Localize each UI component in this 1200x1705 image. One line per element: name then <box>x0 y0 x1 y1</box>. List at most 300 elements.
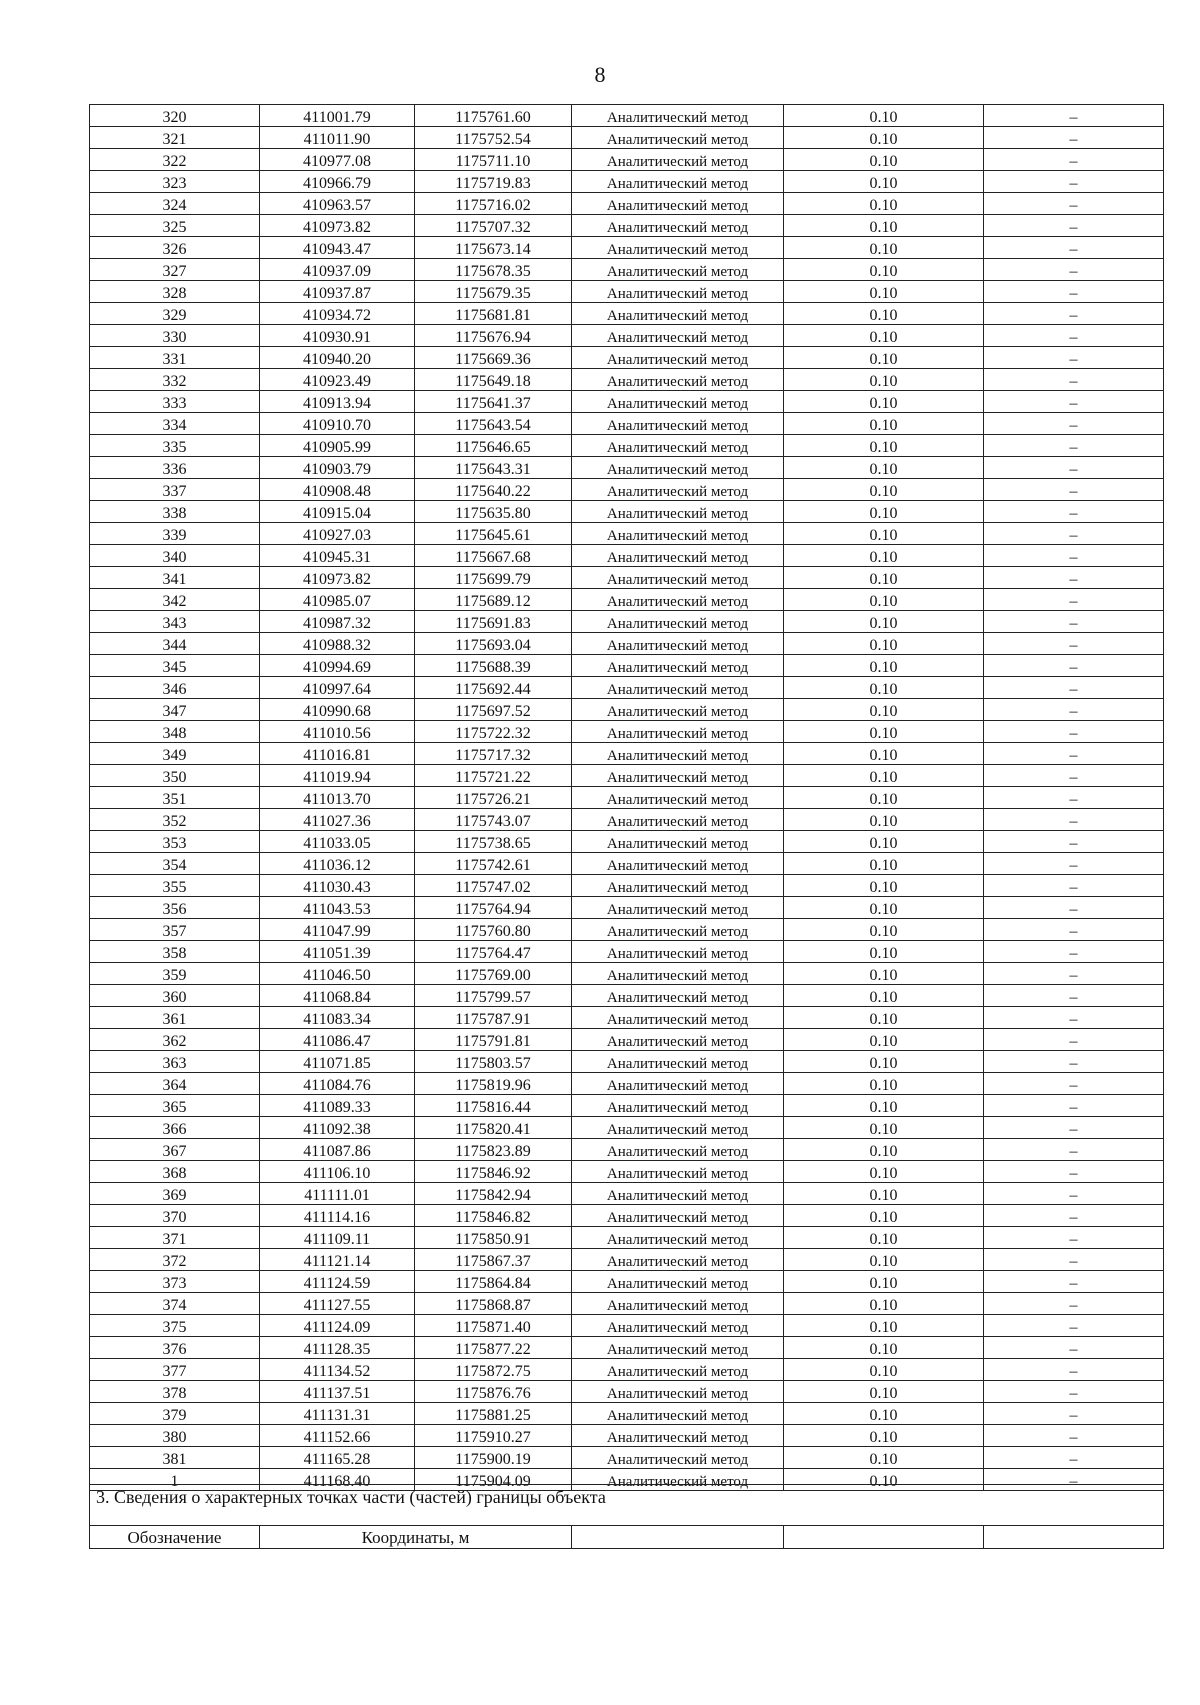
cell-note: – <box>984 1315 1164 1337</box>
table-row <box>90 633 1164 655</box>
table-row <box>90 589 1164 611</box>
cell-coord-y: 1175699.79 <box>415 567 572 589</box>
cell-note: – <box>984 611 1164 633</box>
cell-coord-y: 1175742.61 <box>415 853 572 875</box>
table-row <box>90 127 1164 149</box>
cell-method: Аналитический метод <box>572 369 784 391</box>
cell-coord-y: 1175681.81 <box>415 303 572 325</box>
cell-coord-x: 411111.01 <box>260 1183 415 1205</box>
cell-point-number: 320 <box>90 105 260 127</box>
cell-accuracy: 0.10 <box>784 1249 984 1271</box>
cell-accuracy: 0.10 <box>784 369 984 391</box>
cell-accuracy: 0.10 <box>784 567 984 589</box>
cell-coord-x: 410927.03 <box>260 523 415 545</box>
cell-method: Аналитический метод <box>572 127 784 149</box>
cell-coord-x: 411083.34 <box>260 1007 415 1029</box>
table-row <box>90 875 1164 897</box>
cell-point-number: 367 <box>90 1139 260 1161</box>
cell-method: Аналитический метод <box>572 1337 784 1359</box>
cell-note: – <box>984 1469 1164 1491</box>
cell-accuracy: 0.10 <box>784 589 984 611</box>
cell-coord-x: 411124.09 <box>260 1315 415 1337</box>
cell-accuracy: 0.10 <box>784 149 984 171</box>
cell-method: Аналитический метод <box>572 105 784 127</box>
table-row <box>90 149 1164 171</box>
cell-method: Аналитический метод <box>572 875 784 897</box>
cell-accuracy: 0.10 <box>784 523 984 545</box>
cell-note: – <box>984 743 1164 765</box>
cell-coord-x: 410910.70 <box>260 413 415 435</box>
cell-method: Аналитический метод <box>572 1051 784 1073</box>
coordinates-table-body <box>90 105 1164 1491</box>
cell-coord-x: 410930.91 <box>260 325 415 347</box>
cell-coord-y: 1175743.07 <box>415 809 572 831</box>
cell-note: – <box>984 127 1164 149</box>
cell-coord-x: 410987.32 <box>260 611 415 633</box>
cell-accuracy: 0.10 <box>784 215 984 237</box>
cell-point-number: 366 <box>90 1117 260 1139</box>
cell-coord-x: 410988.32 <box>260 633 415 655</box>
cell-method: Аналитический метод <box>572 281 784 303</box>
cell-method: Аналитический метод <box>572 831 784 853</box>
cell-point-number: 355 <box>90 875 260 897</box>
cell-point-number: 323 <box>90 171 260 193</box>
cell-note: – <box>984 149 1164 171</box>
cell-coord-y: 1175764.47 <box>415 941 572 963</box>
cell-accuracy: 0.10 <box>784 875 984 897</box>
cell-coord-x: 411084.76 <box>260 1073 415 1095</box>
cell-coord-x: 410934.72 <box>260 303 415 325</box>
cell-accuracy: 0.10 <box>784 259 984 281</box>
cell-note: – <box>984 809 1164 831</box>
cell-coord-x: 410945.31 <box>260 545 415 567</box>
cell-accuracy: 0.10 <box>784 1425 984 1447</box>
cell-coord-y: 1175846.82 <box>415 1205 572 1227</box>
cell-point-number: 325 <box>90 215 260 237</box>
table-row <box>90 1359 1164 1381</box>
cell-note: – <box>984 1139 1164 1161</box>
cell-method: Аналитический метод <box>572 1271 784 1293</box>
cell-point-number: 337 <box>90 479 260 501</box>
cell-coord-x: 411068.84 <box>260 985 415 1007</box>
cell-point-number: 327 <box>90 259 260 281</box>
cell-point-number: 333 <box>90 391 260 413</box>
cell-method: Аналитический метод <box>572 413 784 435</box>
cell-note: – <box>984 1073 1164 1095</box>
cell-point-number: 374 <box>90 1293 260 1315</box>
cell-coord-y: 1175881.25 <box>415 1403 572 1425</box>
table-row <box>90 1073 1164 1095</box>
cell-coord-x: 410973.82 <box>260 567 415 589</box>
cell-accuracy: 0.10 <box>784 787 984 809</box>
cell-accuracy: 0.10 <box>784 1315 984 1337</box>
cell-coord-y: 1175693.04 <box>415 633 572 655</box>
cell-accuracy: 0.10 <box>784 545 984 567</box>
cell-coord-y: 1175803.57 <box>415 1051 572 1073</box>
page-number: 8 <box>594 62 606 87</box>
cell-coord-y: 1175641.37 <box>415 391 572 413</box>
cell-method: Аналитический метод <box>572 501 784 523</box>
table-row <box>90 677 1164 699</box>
cell-point-number: 348 <box>90 721 260 743</box>
table-row <box>90 501 1164 523</box>
cell-accuracy: 0.10 <box>784 501 984 523</box>
cell-note: – <box>984 985 1164 1007</box>
cell-coord-y: 1175688.39 <box>415 655 572 677</box>
cell-note: – <box>984 347 1164 369</box>
cell-accuracy: 0.10 <box>784 1139 984 1161</box>
cell-accuracy: 0.10 <box>784 853 984 875</box>
cell-point-number: 372 <box>90 1249 260 1271</box>
cell-note: – <box>984 391 1164 413</box>
cell-note: – <box>984 1117 1164 1139</box>
cell-coord-y: 1175823.89 <box>415 1139 572 1161</box>
cell-coord-x: 411046.50 <box>260 963 415 985</box>
cell-accuracy: 0.10 <box>784 457 984 479</box>
cell-note: – <box>984 1183 1164 1205</box>
cell-accuracy: 0.10 <box>784 1227 984 1249</box>
cell-point-number: 360 <box>90 985 260 1007</box>
cell-method: Аналитический метод <box>572 743 784 765</box>
cell-method: Аналитический метод <box>572 149 784 171</box>
section-3-block <box>89 1484 1163 1549</box>
cell-coord-x: 411121.14 <box>260 1249 415 1271</box>
cell-coord-x: 411137.51 <box>260 1381 415 1403</box>
cell-coord-x: 410977.08 <box>260 149 415 171</box>
cell-accuracy: 0.10 <box>784 963 984 985</box>
table-row <box>90 347 1164 369</box>
cell-point-number: 344 <box>90 633 260 655</box>
header-coordinates: Координаты, м <box>260 1526 572 1549</box>
cell-note: – <box>984 325 1164 347</box>
cell-coord-x: 411010.56 <box>260 721 415 743</box>
cell-point-number: 375 <box>90 1315 260 1337</box>
cell-coord-y: 1175640.22 <box>415 479 572 501</box>
table-row <box>90 171 1164 193</box>
cell-coord-x: 410997.64 <box>260 677 415 699</box>
table-row <box>90 457 1164 479</box>
cell-point-number: 359 <box>90 963 260 985</box>
cell-accuracy: 0.10 <box>784 1073 984 1095</box>
cell-method: Аналитический метод <box>572 193 784 215</box>
cell-point-number: 357 <box>90 919 260 941</box>
cell-note: – <box>984 1403 1164 1425</box>
cell-coord-x: 411043.53 <box>260 897 415 919</box>
cell-note: – <box>984 875 1164 897</box>
cell-coord-x: 411036.12 <box>260 853 415 875</box>
cell-method: Аналитический метод <box>572 1007 784 1029</box>
table-row <box>90 1205 1164 1227</box>
cell-note: – <box>984 699 1164 721</box>
cell-accuracy: 0.10 <box>784 1007 984 1029</box>
cell-method: Аналитический метод <box>572 633 784 655</box>
cell-note: – <box>984 1051 1164 1073</box>
cell-point-number: 346 <box>90 677 260 699</box>
table-row <box>90 369 1164 391</box>
cell-note: – <box>984 919 1164 941</box>
cell-method: Аналитический метод <box>572 259 784 281</box>
cell-accuracy: 0.10 <box>784 699 984 721</box>
cell-point-number: 336 <box>90 457 260 479</box>
cell-coord-y: 1175692.44 <box>415 677 572 699</box>
cell-point-number: 353 <box>90 831 260 853</box>
cell-method: Аналитический метод <box>572 941 784 963</box>
cell-method: Аналитический метод <box>572 1469 784 1491</box>
cell-note: – <box>984 435 1164 457</box>
cell-accuracy: 0.10 <box>784 1205 984 1227</box>
cell-coord-x: 411033.05 <box>260 831 415 853</box>
header-empty-1 <box>572 1526 784 1549</box>
cell-note: – <box>984 1249 1164 1271</box>
cell-note: – <box>984 567 1164 589</box>
table-row <box>90 1007 1164 1029</box>
cell-coord-x: 410908.48 <box>260 479 415 501</box>
cell-method: Аналитический метод <box>572 655 784 677</box>
cell-point-number: 326 <box>90 237 260 259</box>
cell-point-number: 377 <box>90 1359 260 1381</box>
cell-accuracy: 0.10 <box>784 1403 984 1425</box>
cell-note: – <box>984 655 1164 677</box>
cell-point-number: 332 <box>90 369 260 391</box>
table-row <box>90 1095 1164 1117</box>
cell-note: – <box>984 633 1164 655</box>
cell-coord-x: 411016.81 <box>260 743 415 765</box>
cell-point-number: 358 <box>90 941 260 963</box>
cell-point-number: 335 <box>90 435 260 457</box>
cell-coord-x: 411168.40 <box>260 1469 415 1491</box>
cell-coord-x: 410943.47 <box>260 237 415 259</box>
header-designation: Обозначение <box>90 1526 260 1549</box>
cell-point-number: 343 <box>90 611 260 633</box>
cell-coord-x: 411013.70 <box>260 787 415 809</box>
cell-coord-y: 1175691.83 <box>415 611 572 633</box>
cell-accuracy: 0.10 <box>784 347 984 369</box>
header-empty-3 <box>984 1526 1164 1549</box>
cell-method: Аналитический метод <box>572 479 784 501</box>
cell-coord-y: 1175900.19 <box>415 1447 572 1469</box>
cell-note: – <box>984 1007 1164 1029</box>
cell-point-number: 345 <box>90 655 260 677</box>
cell-accuracy: 0.10 <box>784 435 984 457</box>
cell-coord-x: 410940.20 <box>260 347 415 369</box>
cell-method: Аналитический метод <box>572 721 784 743</box>
cell-coord-y: 1175719.83 <box>415 171 572 193</box>
cell-accuracy: 0.10 <box>784 655 984 677</box>
cell-point-number: 371 <box>90 1227 260 1249</box>
cell-method: Аналитический метод <box>572 325 784 347</box>
table-row <box>90 567 1164 589</box>
cell-method: Аналитический метод <box>572 1403 784 1425</box>
cell-point-number: 350 <box>90 765 260 787</box>
cell-coord-x: 411030.43 <box>260 875 415 897</box>
cell-accuracy: 0.10 <box>784 677 984 699</box>
cell-method: Аналитический метод <box>572 1139 784 1161</box>
cell-accuracy: 0.10 <box>784 1271 984 1293</box>
cell-method: Аналитический метод <box>572 1359 784 1381</box>
table-row <box>90 985 1164 1007</box>
cell-note: – <box>984 1029 1164 1051</box>
cell-method: Аналитический метод <box>572 1293 784 1315</box>
cell-note: – <box>984 457 1164 479</box>
cell-method: Аналитический метод <box>572 1183 784 1205</box>
cell-method: Аналитический метод <box>572 963 784 985</box>
cell-accuracy: 0.10 <box>784 303 984 325</box>
cell-coord-y: 1175721.22 <box>415 765 572 787</box>
cell-coord-x: 411001.79 <box>260 105 415 127</box>
cell-point-number: 321 <box>90 127 260 149</box>
cell-note: – <box>984 1359 1164 1381</box>
table-row <box>90 1337 1164 1359</box>
cell-coord-y: 1175678.35 <box>415 259 572 281</box>
cell-note: – <box>984 259 1164 281</box>
cell-point-number: 380 <box>90 1425 260 1447</box>
cell-coord-y: 1175649.18 <box>415 369 572 391</box>
cell-point-number: 331 <box>90 347 260 369</box>
cell-note: – <box>984 303 1164 325</box>
cell-note: – <box>984 1337 1164 1359</box>
cell-coord-x: 411109.11 <box>260 1227 415 1249</box>
cell-method: Аналитический метод <box>572 435 784 457</box>
cell-accuracy: 0.10 <box>784 171 984 193</box>
cell-method: Аналитический метод <box>572 677 784 699</box>
cell-method: Аналитический метод <box>572 1161 784 1183</box>
cell-method: Аналитический метод <box>572 1205 784 1227</box>
cell-coord-y: 1175867.37 <box>415 1249 572 1271</box>
header-empty-2 <box>784 1526 984 1549</box>
cell-coord-y: 1175679.35 <box>415 281 572 303</box>
table-row <box>90 721 1164 743</box>
cell-point-number: 370 <box>90 1205 260 1227</box>
cell-method: Аналитический метод <box>572 347 784 369</box>
cell-coord-y: 1175645.61 <box>415 523 572 545</box>
cell-accuracy: 0.10 <box>784 413 984 435</box>
cell-method: Аналитический метод <box>572 787 784 809</box>
cell-coord-x: 411092.38 <box>260 1117 415 1139</box>
table-row <box>90 853 1164 875</box>
table-row <box>90 545 1164 567</box>
table-row <box>90 1117 1164 1139</box>
cell-accuracy: 0.10 <box>784 1161 984 1183</box>
table-row <box>90 215 1164 237</box>
cell-coord-x: 411071.85 <box>260 1051 415 1073</box>
cell-coord-x: 411128.35 <box>260 1337 415 1359</box>
cell-method: Аналитический метод <box>572 853 784 875</box>
cell-coord-x: 410915.04 <box>260 501 415 523</box>
cell-coord-y: 1175764.94 <box>415 897 572 919</box>
cell-point-number: 376 <box>90 1337 260 1359</box>
cell-coord-x: 411114.16 <box>260 1205 415 1227</box>
table-row <box>90 1425 1164 1447</box>
cell-coord-y: 1175643.54 <box>415 413 572 435</box>
cell-note: – <box>984 281 1164 303</box>
cell-coord-y: 1175877.22 <box>415 1337 572 1359</box>
cell-accuracy: 0.10 <box>784 633 984 655</box>
cell-coord-x: 411134.52 <box>260 1359 415 1381</box>
cell-method: Аналитический метод <box>572 215 784 237</box>
table-row <box>90 1161 1164 1183</box>
cell-accuracy: 0.10 <box>784 1117 984 1139</box>
cell-coord-x: 411087.86 <box>260 1139 415 1161</box>
table-row <box>90 523 1164 545</box>
cell-coord-y: 1175697.52 <box>415 699 572 721</box>
table-row <box>90 413 1164 435</box>
cell-accuracy: 0.10 <box>784 1293 984 1315</box>
cell-coord-y: 1175676.94 <box>415 325 572 347</box>
cell-point-number: 363 <box>90 1051 260 1073</box>
cell-method: Аналитический метод <box>572 985 784 1007</box>
cell-coord-x: 410905.99 <box>260 435 415 457</box>
table-row <box>90 787 1164 809</box>
table-row <box>90 963 1164 985</box>
table-row <box>90 919 1164 941</box>
cell-point-number: 340 <box>90 545 260 567</box>
cell-coord-x: 410963.57 <box>260 193 415 215</box>
cell-accuracy: 0.10 <box>784 237 984 259</box>
cell-accuracy: 0.10 <box>784 127 984 149</box>
table-row <box>90 941 1164 963</box>
cell-note: – <box>984 545 1164 567</box>
table-row <box>90 699 1164 721</box>
table-row <box>90 1293 1164 1315</box>
table-row <box>90 105 1164 127</box>
cell-note: – <box>984 853 1164 875</box>
cell-method: Аналитический метод <box>572 1029 784 1051</box>
cell-accuracy: 0.10 <box>784 281 984 303</box>
cell-method: Аналитический метод <box>572 1249 784 1271</box>
cell-coord-y: 1175752.54 <box>415 127 572 149</box>
cell-point-number: 379 <box>90 1403 260 1425</box>
cell-point-number: 330 <box>90 325 260 347</box>
cell-note: – <box>984 479 1164 501</box>
cell-point-number: 378 <box>90 1381 260 1403</box>
cell-point-number: 339 <box>90 523 260 545</box>
cell-note: – <box>984 193 1164 215</box>
cell-note: – <box>984 677 1164 699</box>
cell-coord-y: 1175716.02 <box>415 193 572 215</box>
cell-note: – <box>984 1227 1164 1249</box>
cell-method: Аналитический метод <box>572 545 784 567</box>
cell-coord-y: 1175722.32 <box>415 721 572 743</box>
cell-accuracy: 0.10 <box>784 479 984 501</box>
table-row <box>90 1381 1164 1403</box>
section-3-title: 3. Сведения о характерных точках части (частей) границы объекта <box>90 1485 1164 1526</box>
cell-coord-x: 411051.39 <box>260 941 415 963</box>
cell-point-number: 329 <box>90 303 260 325</box>
cell-accuracy: 0.10 <box>784 1337 984 1359</box>
cell-method: Аналитический метод <box>572 1073 784 1095</box>
cell-note: – <box>984 1205 1164 1227</box>
cell-method: Аналитический метод <box>572 237 784 259</box>
cell-coord-y: 1175643.31 <box>415 457 572 479</box>
cell-coord-y: 1175669.36 <box>415 347 572 369</box>
cell-coord-y: 1175673.14 <box>415 237 572 259</box>
cell-note: – <box>984 501 1164 523</box>
cell-coord-y: 1175738.65 <box>415 831 572 853</box>
cell-point-number: 342 <box>90 589 260 611</box>
table-row <box>90 765 1164 787</box>
cell-coord-x: 410994.69 <box>260 655 415 677</box>
cell-accuracy: 0.10 <box>784 1381 984 1403</box>
cell-note: – <box>984 105 1164 127</box>
section-3-table <box>89 1484 1164 1549</box>
cell-coord-x: 411165.28 <box>260 1447 415 1469</box>
cell-coord-x: 410903.79 <box>260 457 415 479</box>
cell-coord-y: 1175816.44 <box>415 1095 572 1117</box>
cell-coord-y: 1175868.87 <box>415 1293 572 1315</box>
table-row <box>90 1227 1164 1249</box>
cell-note: – <box>984 963 1164 985</box>
cell-coord-y: 1175747.02 <box>415 875 572 897</box>
